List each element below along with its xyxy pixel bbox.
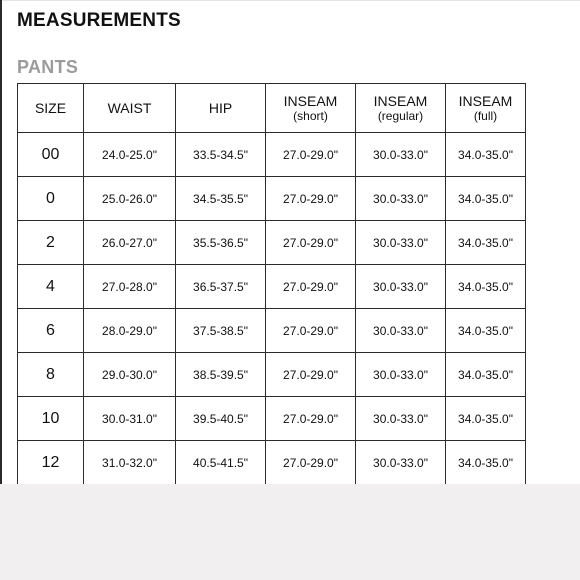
waist-cell: 26.0-27.0": [84, 221, 176, 265]
column-header-inseam-full: [446, 84, 526, 133]
table-header-row: [18, 84, 526, 133]
inseam-regular-cell: 30.0-33.0": [356, 441, 446, 485]
table-row: [18, 441, 526, 485]
inseam-full-cell: 34.0-35.0": [446, 133, 526, 177]
inseam-short-cell: 27.0-29.0": [266, 265, 356, 309]
inseam-full-cell: 34.0-35.0": [446, 353, 526, 397]
inseam-short-cell: 27.0-29.0": [266, 353, 356, 397]
hip-cell: 37.5-38.5": [176, 309, 266, 353]
column-header-label: WAIST: [107, 99, 152, 116]
column-header-label: SIZE: [34, 99, 67, 116]
column-header-sublabel: (full): [473, 108, 498, 123]
waist-cell: 24.0-25.0": [84, 133, 176, 177]
table-row: [18, 221, 526, 265]
column-header-hip: [176, 84, 266, 133]
column-header-label: INSEAM: [373, 92, 428, 109]
table-row: [18, 177, 526, 221]
waist-cell: 27.0-28.0": [84, 265, 176, 309]
waist-cell: 29.0-30.0": [84, 353, 176, 397]
inseam-full-cell: 34.0-35.0": [446, 309, 526, 353]
inseam-short-cell: 27.0-29.0": [266, 397, 356, 441]
size-chart-table: [17, 83, 526, 485]
table-row: [18, 265, 526, 309]
table-row: [18, 397, 526, 441]
inseam-regular-cell: 30.0-33.0": [356, 397, 446, 441]
column-header-inseam-short: [266, 84, 356, 133]
column-header-label: HIP: [208, 99, 233, 116]
inseam-short-cell: 27.0-29.0": [266, 309, 356, 353]
column-header-sublabel: (regular): [377, 108, 424, 123]
inseam-regular-cell: 30.0-33.0": [356, 265, 446, 309]
table-row: [18, 353, 526, 397]
left-border-line: [0, 0, 2, 484]
column-header-label: INSEAM: [283, 92, 338, 109]
inseam-short-cell: 27.0-29.0": [266, 133, 356, 177]
size-cell: 6: [18, 309, 84, 353]
size-cell: 4: [18, 265, 84, 309]
size-cell: 8: [18, 353, 84, 397]
hip-cell: 33.5-34.5": [176, 133, 266, 177]
waist-cell: 28.0-29.0": [84, 309, 176, 353]
inseam-full-cell: 34.0-35.0": [446, 221, 526, 265]
hip-cell: 35.5-36.5": [176, 221, 266, 265]
size-cell: 10: [18, 397, 84, 441]
footer-band: [0, 484, 580, 580]
section-heading: PANTS: [17, 57, 79, 77]
waist-cell: 31.0-32.0": [84, 441, 176, 485]
inseam-short-cell: 27.0-29.0": [266, 221, 356, 265]
column-header-inseam-regular: [356, 84, 446, 133]
hip-cell: 36.5-37.5": [176, 265, 266, 309]
size-cell: 00: [18, 133, 84, 177]
hip-cell: 34.5-35.5": [176, 177, 266, 221]
inseam-full-cell: 34.0-35.0": [446, 441, 526, 485]
size-cell: 0: [18, 177, 84, 221]
inseam-full-cell: 34.0-35.0": [446, 397, 526, 441]
inseam-regular-cell: 30.0-33.0": [356, 221, 446, 265]
page-title: MEASUREMENTS: [17, 10, 181, 31]
hip-cell: 40.5-41.5": [176, 441, 266, 485]
table-row: [18, 309, 526, 353]
column-header-size: [18, 84, 84, 133]
hip-cell: 39.5-40.5": [176, 397, 266, 441]
waist-cell: 30.0-31.0": [84, 397, 176, 441]
size-cell: 12: [18, 441, 84, 485]
inseam-short-cell: 27.0-29.0": [266, 441, 356, 485]
inseam-regular-cell: 30.0-33.0": [356, 309, 446, 353]
inseam-full-cell: 34.0-35.0": [446, 177, 526, 221]
column-header-label: INSEAM: [458, 92, 513, 109]
inseam-short-cell: 27.0-29.0": [266, 177, 356, 221]
inseam-regular-cell: 30.0-33.0": [356, 177, 446, 221]
inseam-full-cell: 34.0-35.0": [446, 265, 526, 309]
waist-cell: 25.0-26.0": [84, 177, 176, 221]
inseam-regular-cell: 30.0-33.0": [356, 353, 446, 397]
column-header-sublabel: (short): [293, 108, 328, 123]
inseam-regular-cell: 30.0-33.0": [356, 133, 446, 177]
top-divider: [0, 0, 580, 1]
column-header-waist: [84, 84, 176, 133]
size-cell: 2: [18, 221, 84, 265]
table-row: [18, 133, 526, 177]
hip-cell: 38.5-39.5": [176, 353, 266, 397]
